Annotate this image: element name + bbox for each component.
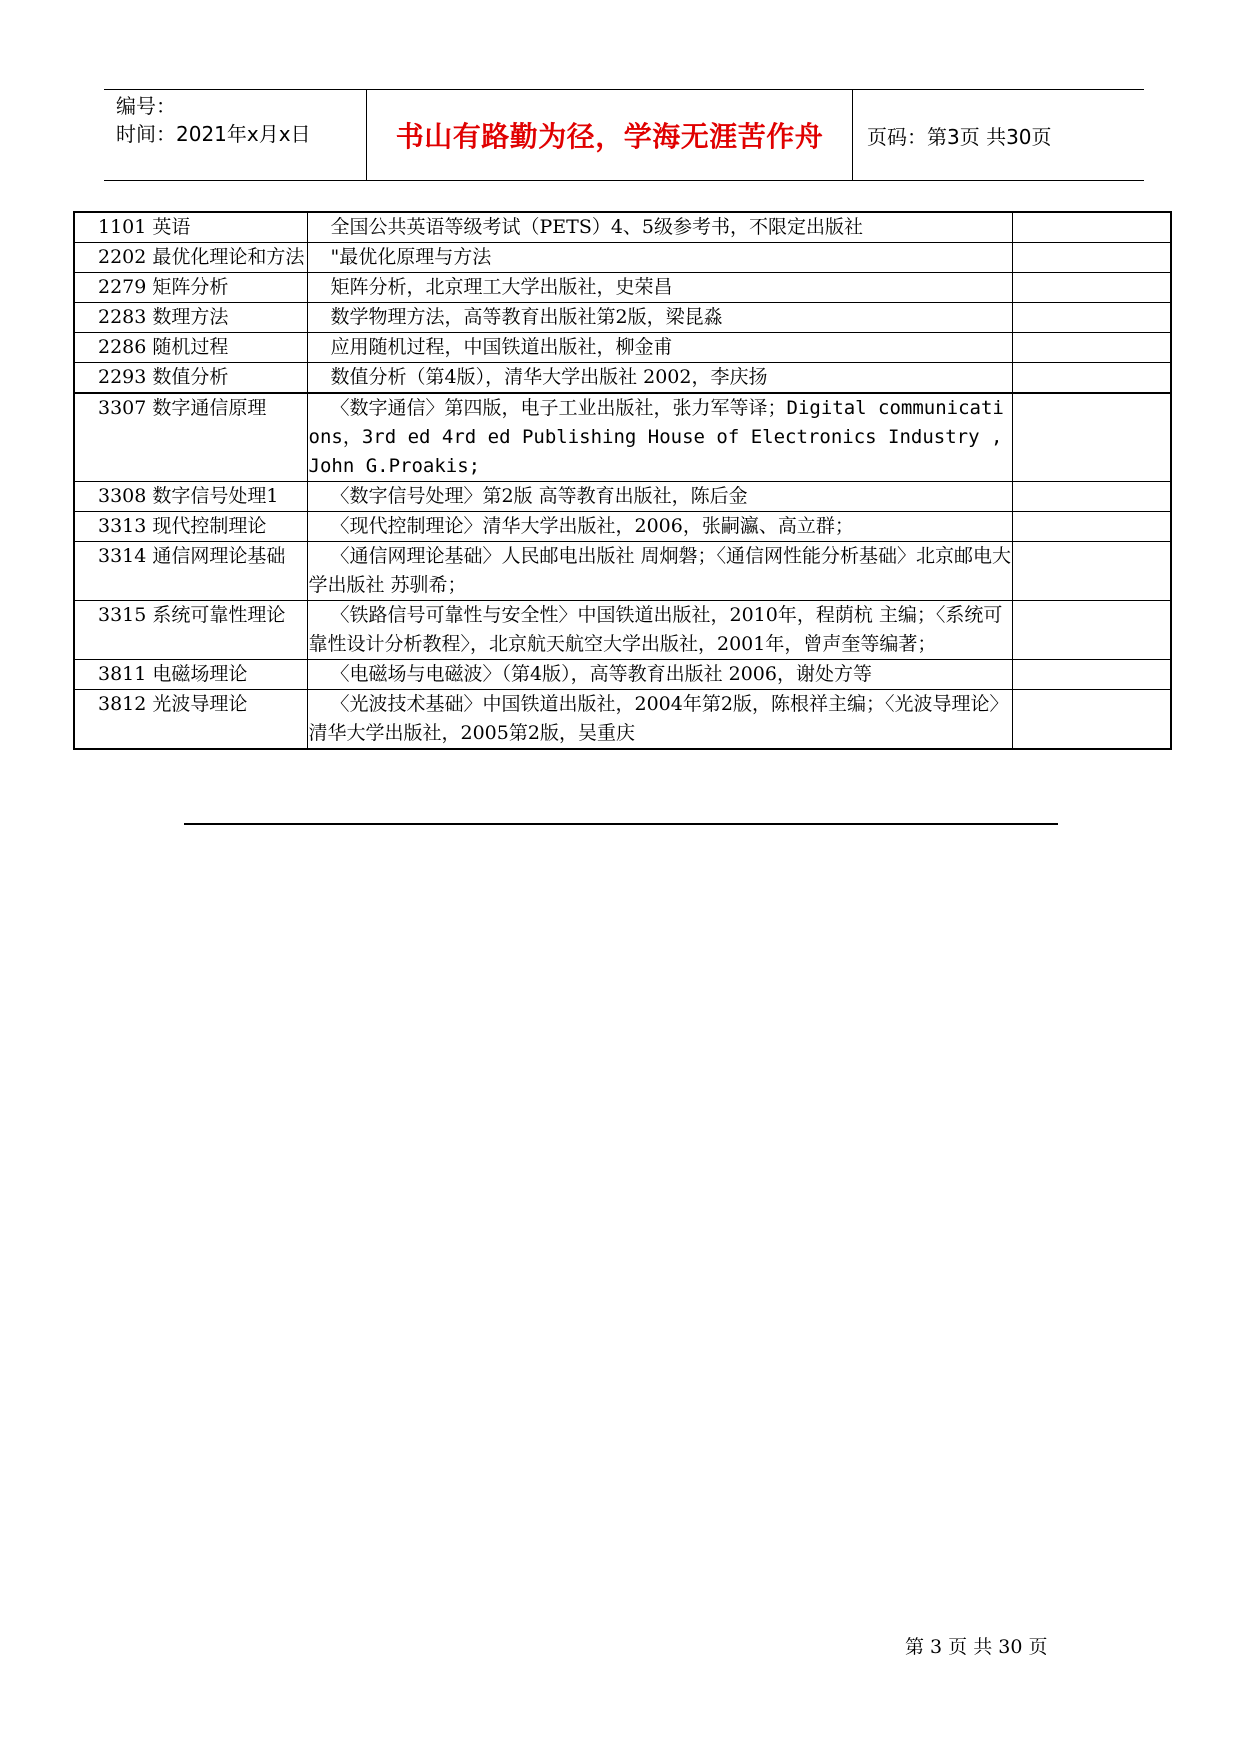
subject-cell: 2293 数值分析 xyxy=(74,363,307,394)
note-cell xyxy=(1012,512,1171,542)
reference-cell: 〈数字通信〉第四版，电子工业出版社，张力军等译；Digital communications，3rd ed 4rd ed Publishing House of Electronics Industry ,John G.Proakis; xyxy=(307,393,1012,482)
subject-cell: 3812 光波导理论 xyxy=(74,690,307,750)
note-cell xyxy=(1012,393,1171,482)
header-meta xyxy=(116,92,311,148)
table-row xyxy=(74,482,1171,512)
reference-cell: 数学物理方法，高等教育出版社第2版，梁昆淼 xyxy=(307,303,1012,333)
table-row xyxy=(74,363,1171,394)
table-row xyxy=(74,512,1171,542)
reference-cell: 〈电磁场与电磁波〉（第4版），高等教育出版社 2006，谢处方等 xyxy=(307,660,1012,690)
reference-cell: 〈铁路信号可靠性与安全性〉中国铁道出版社，2010年，程荫杭 主编；〈系统可靠性设计分析教程〉，北京航天航空大学出版社，2001年，曾声奎等编著； xyxy=(307,601,1012,660)
reference-cell: 〈数字信号处理〉第2版 高等教育出版社，陈后金 xyxy=(307,482,1012,512)
subject-cell: 2202 最优化理论和方法 xyxy=(74,243,307,273)
header-motto-cell xyxy=(366,89,853,181)
reference-cell: 全国公共英语等级考试（PETS）4、5级参考书，不限定出版社 xyxy=(307,212,1012,243)
table-row xyxy=(74,273,1171,303)
note-cell xyxy=(1012,482,1171,512)
note-cell xyxy=(1012,333,1171,363)
subject-cell: 1101 英语 xyxy=(74,212,307,243)
subject-cell: 3308 数字信号处理1 xyxy=(74,482,307,512)
subject-cell: 3307 数字通信原理 xyxy=(74,393,307,482)
subject-cell: 2286 随机过程 xyxy=(74,333,307,363)
reference-cell: 〈现代控制理论〉清华大学出版社，2006，张嗣瀛、高立群； xyxy=(307,512,1012,542)
reference-cell: 矩阵分析，北京理工大学出版社，史荣昌 xyxy=(307,273,1012,303)
table-row xyxy=(74,601,1171,660)
note-cell xyxy=(1012,273,1171,303)
reference-cell: 〈光波技术基础〉中国铁道出版社，2004年第2版，陈根祥主编；〈光波导理论〉清华大学出版社，2005第2版，吴重庆 xyxy=(307,690,1012,750)
subject-cell: 3314 通信网理论基础 xyxy=(74,542,307,601)
reference-cell: 〈通信网理论基础〉人民邮电出版社 周炯磐；〈通信网性能分析基础〉北京邮电大学出版社 苏驯希； xyxy=(307,542,1012,601)
document-number-label: 编号： xyxy=(116,94,176,118)
footer-page-number: 第 3 页 共 30 页 xyxy=(905,1636,1048,1658)
note-cell xyxy=(1012,212,1171,243)
reference-cell: "最优化原理与方法 xyxy=(307,243,1012,273)
table-row xyxy=(74,303,1171,333)
subject-cell: 3315 系统可靠性理论 xyxy=(74,601,307,660)
table-row xyxy=(74,690,1171,750)
note-cell xyxy=(1012,303,1171,333)
reference-book-table xyxy=(73,211,1172,750)
reference-cell: 应用随机过程，中国铁道出版社，柳金甫 xyxy=(307,333,1012,363)
subject-cell: 3313 现代控制理论 xyxy=(74,512,307,542)
motto-text: 书山有路勤为径，学海无涯苦作舟 xyxy=(395,120,824,153)
subject-cell: 2283 数理方法 xyxy=(74,303,307,333)
table-row xyxy=(74,393,1171,482)
table-bottom-rule xyxy=(184,823,1058,825)
note-cell xyxy=(1012,243,1171,273)
page-header xyxy=(104,89,1144,181)
note-cell xyxy=(1012,601,1171,660)
header-page-label: 页码：第3页 共30页 xyxy=(867,125,1052,149)
note-cell xyxy=(1012,660,1171,690)
subject-cell: 2279 矩阵分析 xyxy=(74,273,307,303)
table-row xyxy=(74,660,1171,690)
document-time-label: 时间：2021年x月x日 xyxy=(116,122,311,146)
table-row xyxy=(74,243,1171,273)
table-row xyxy=(74,333,1171,363)
note-cell xyxy=(1012,363,1171,394)
table-row xyxy=(74,542,1171,601)
note-cell xyxy=(1012,542,1171,601)
reference-cell: 数值分析（第4版），清华大学出版社 2002，李庆扬 xyxy=(307,363,1012,394)
note-cell xyxy=(1012,690,1171,750)
subject-cell: 3811 电磁场理论 xyxy=(74,660,307,690)
table-row xyxy=(74,212,1171,243)
